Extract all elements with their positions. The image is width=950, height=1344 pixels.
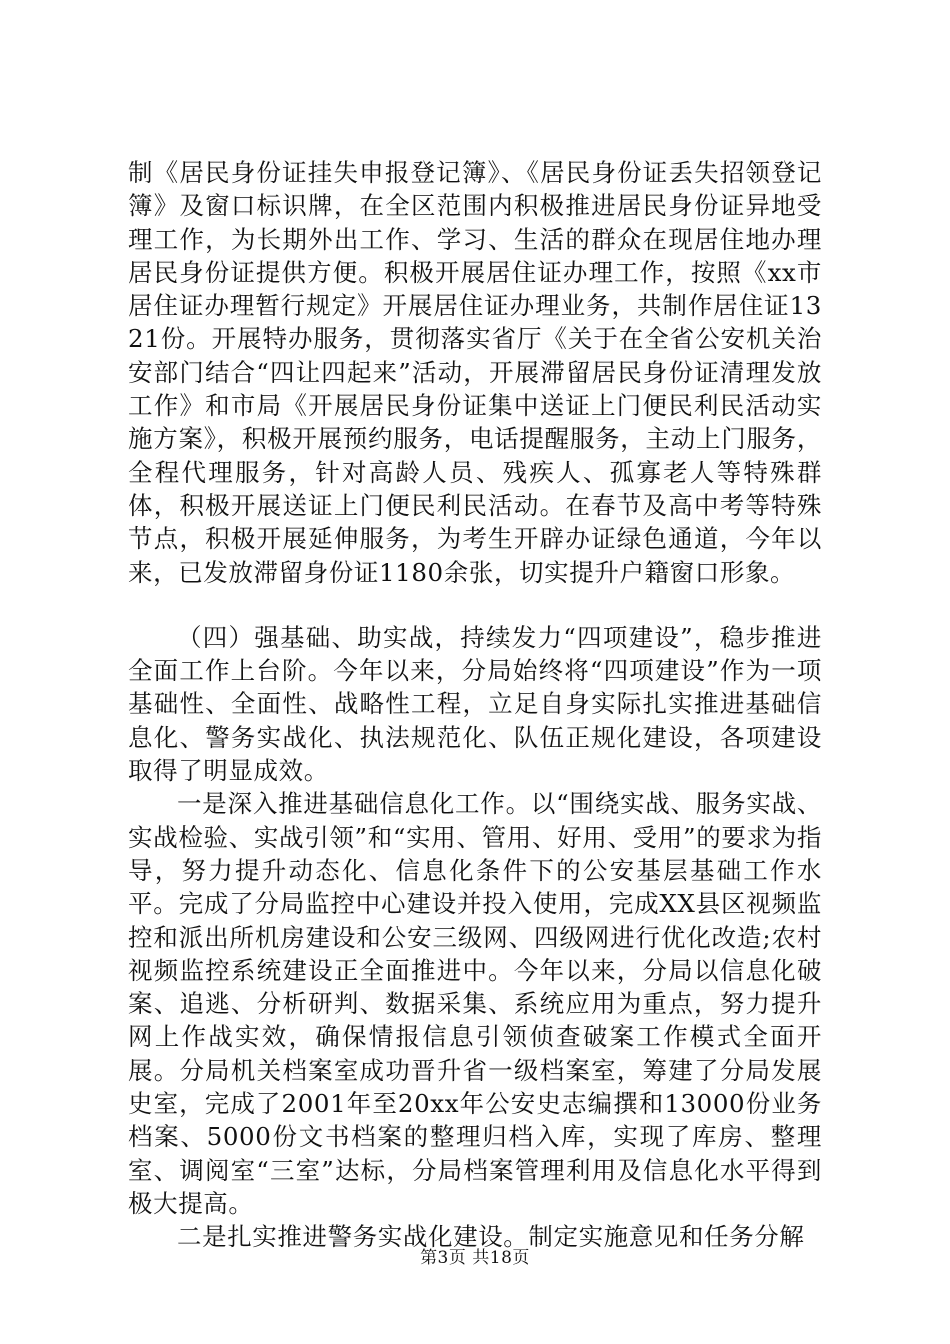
document-body: [128, 156, 822, 1254]
paragraph-combat-readiness: 二是扎实推进警务实战化建设。制定实施意见和任务分解: [177, 1222, 805, 1252]
paragraph-four-constructions: （四）强基础、助实战，持续发力“四项建设”，稳步推进全面工作上台阶。今年以来，分局始终将“四项建设”作为一项基础性、全面性、战略性工程，立足自身实际扎实推进基础信息化、警务实战化、执法规范化、队伍正规化建设，各项建设取得了明显成效。: [128, 622, 822, 786]
paragraph-id-card-services: 制《居民身份证挂失申报登记簿》、《居民身份证丢失招领登记簿》及窗口标识牌，在全区范围内积极推进居民身份证异地受理工作，为长期外出工作、学习、生活的群众在现居住地办理居民身份证提供方便。积极开展居住证办理工作，按照《xx市居住证办理暂行规定》开展居住证办理业务，共制作居住证1321份。开展特办服务，贯彻落实省厅《关于在全省公安机关治安部门结合“四让四起来”活动，开展滞留居民身份证清理发放工作》和市局《开展居民身份证集中送证上门便民利民活动实施方案》，积极开展预约服务，电话提醒服务，主动上门服务，全程代理服务，针对高龄人员、残疾人、孤寡老人等特殊群体，积极开展送证上门便民利民活动。在春节及高中考等特殊节点，积极开展延伸服务，为考生开辟办证绿色通道，今年以来，已发放滞留身份证1180余张，切实提升户籍窗口形象。: [128, 158, 822, 587]
paragraph-gap: [128, 589, 822, 621]
paragraph-informatization: 一是深入推进基础信息化工作。以“围绕实战、服务实战、实战检验、实战引领”和“实用、管用、好用、受用”的要求为指导，努力提升动态化、信息化条件下的公安基层基础工作水平。完成了分局监控中心建设并投入使用，完成XX县区视频监控和派出所机房建设和公安三级网、四级网进行优化改造;农村视频监控系统建设正全面推进中。今年以来，分局以信息化破案、追逃、分析研判、数据采集、系统应用为重点，努力提升网上作战实效，确保情报信息引领侦查破案工作模式全面开展。分局机关档案室成功晋升省一级档案室，筹建了分局发展史室，完成了2001年至20xx年公安史志编撰和13000份业务档案、5000份文书档案的整理归档入库，实现了库房、整理室、调阅室“三室”达标，分局档案管理利用及信息化水平得到极大提高。: [128, 789, 822, 1218]
page-footer: 第3页 共18页: [420, 1248, 530, 1268]
